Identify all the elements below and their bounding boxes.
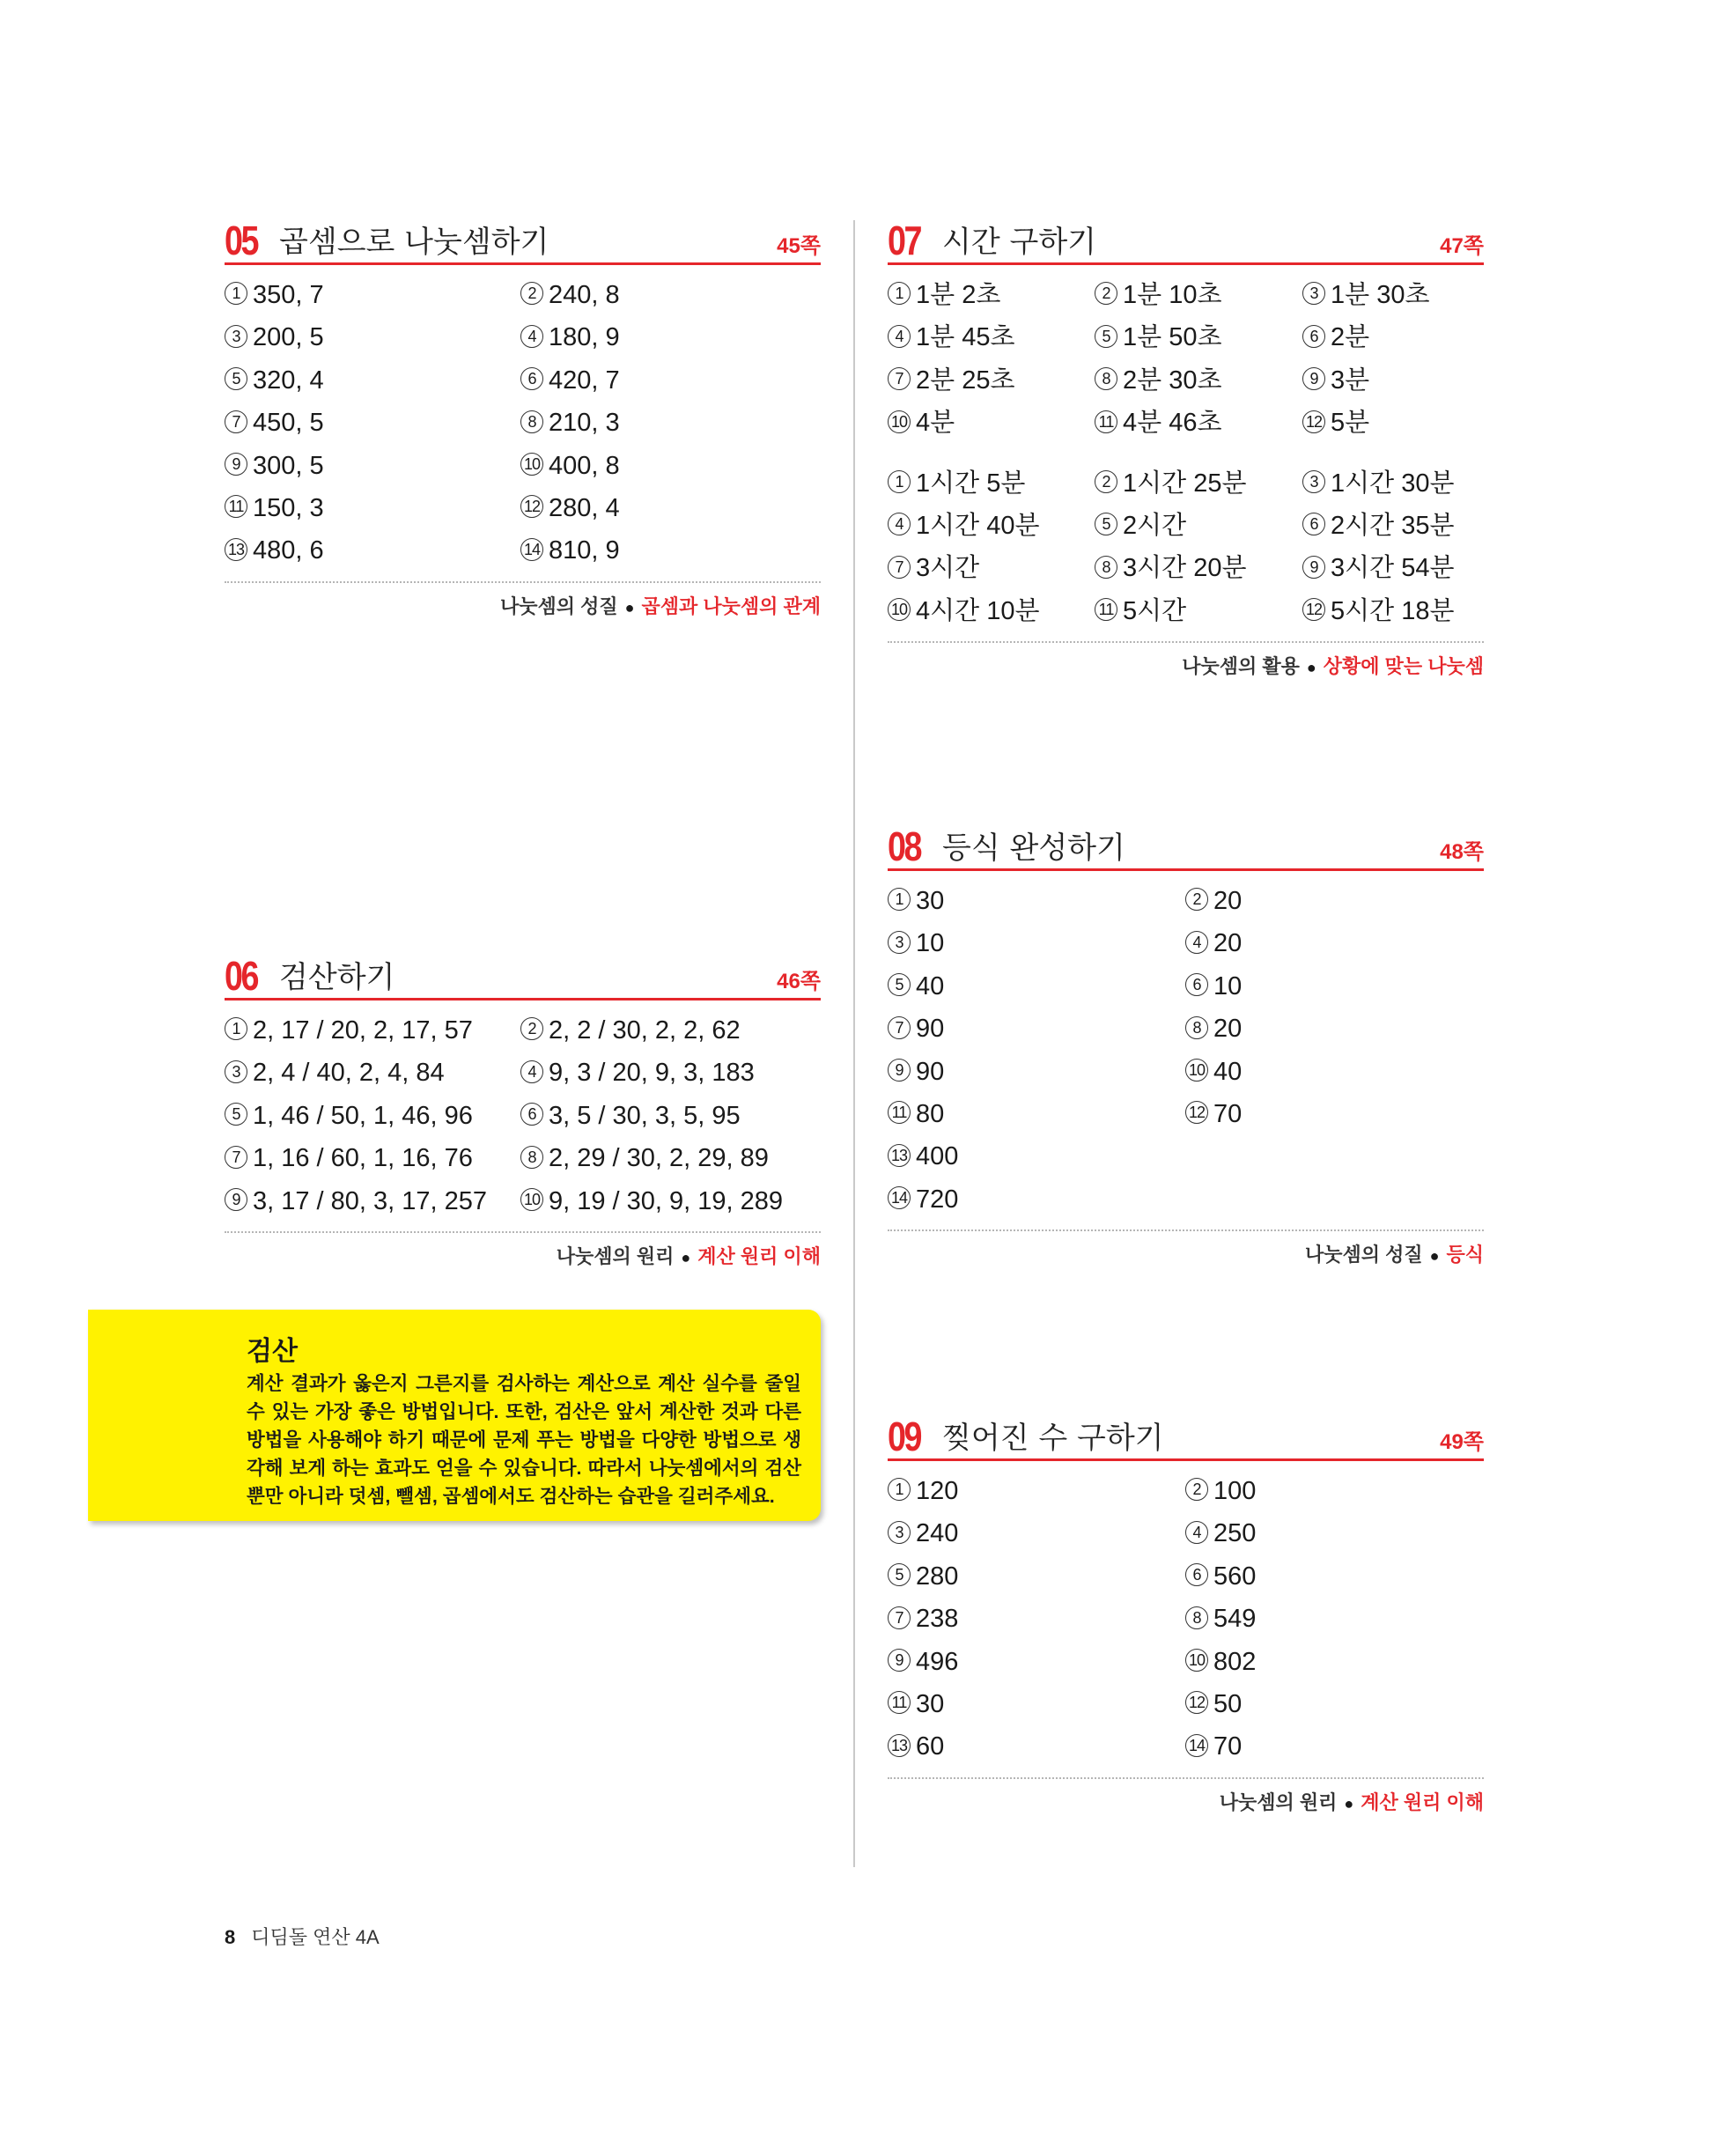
answer-item xyxy=(1185,1178,1483,1221)
answer-item xyxy=(520,1052,820,1094)
section-header xyxy=(225,220,821,265)
bullet-icon: ● xyxy=(624,598,635,617)
answer-item xyxy=(1095,462,1302,505)
answer-item xyxy=(1095,505,1302,547)
section-header xyxy=(888,1416,1484,1461)
problem-number: 3 xyxy=(225,1060,247,1083)
bullet-icon: ● xyxy=(1429,1247,1440,1266)
answer-item xyxy=(225,316,520,358)
answer-value: 150, 3 xyxy=(253,493,324,522)
problem-number: 7 xyxy=(888,1606,911,1629)
problem-number: 12 xyxy=(1185,1691,1208,1714)
answer-value: 30 xyxy=(916,1689,945,1718)
answer-value: 1시간 5분 xyxy=(916,469,1026,498)
dotted-divider xyxy=(888,1229,1484,1231)
answer-value: 2, 29 / 30, 2, 29, 89 xyxy=(549,1144,769,1173)
answer-value: 320, 4 xyxy=(253,365,324,395)
problem-number: 2 xyxy=(1185,1478,1208,1501)
answer-value: 420, 7 xyxy=(549,365,620,395)
problem-number: 8 xyxy=(1095,367,1117,390)
answer-item xyxy=(520,487,816,529)
answer-item xyxy=(888,590,1095,632)
problem-number: 1 xyxy=(888,1478,911,1501)
section-number: 07 xyxy=(888,218,921,263)
answer-item xyxy=(520,402,816,444)
answer-value: 810, 9 xyxy=(549,536,620,565)
answer-value: 4시간 10분 xyxy=(916,596,1040,625)
answer-value: 2시간 xyxy=(1123,511,1187,540)
dotted-divider xyxy=(225,1231,821,1233)
problem-number: 4 xyxy=(520,1060,543,1083)
tag-topic: 곱셈과 나눗셈의 관계 xyxy=(641,594,821,617)
answer-value: 120 xyxy=(916,1477,959,1505)
answer-value: 70 xyxy=(1213,1099,1243,1128)
problem-number: 1 xyxy=(225,1017,247,1040)
problem-number: 8 xyxy=(520,1146,543,1169)
problem-number: 12 xyxy=(1302,410,1325,433)
bullet-icon: ● xyxy=(681,1248,691,1266)
answer-item xyxy=(1095,274,1302,316)
answer-item xyxy=(1302,359,1484,402)
problem-number: 5 xyxy=(888,1563,911,1586)
problem-number: 6 xyxy=(1302,513,1325,535)
answer-item xyxy=(225,529,520,572)
answer-grid xyxy=(888,1470,1484,1768)
answer-value: 280 xyxy=(916,1562,959,1591)
problem-number: 3 xyxy=(1302,282,1325,305)
problem-number: 12 xyxy=(1302,598,1325,621)
problem-number: 4 xyxy=(888,325,911,348)
problem-number: 4 xyxy=(520,325,543,348)
page-reference: 48쪽 xyxy=(1440,840,1484,864)
problem-number: 4 xyxy=(888,513,911,535)
tag-label: 나눗셈의 성질 xyxy=(1304,1244,1423,1266)
tag-label: 나눗셈의 활용 xyxy=(1182,655,1300,678)
answer-value: 40 xyxy=(916,971,945,1000)
answer-value: 2, 2 / 30, 2, 2, 62 xyxy=(549,1016,741,1045)
answer-grid xyxy=(225,274,821,572)
problem-number: 11 xyxy=(888,1691,911,1714)
answer-value: 90 xyxy=(916,1057,945,1086)
problem-number: 13 xyxy=(888,1734,911,1757)
answer-item xyxy=(225,1052,520,1094)
answer-item xyxy=(520,1009,820,1052)
answer-item xyxy=(888,505,1095,547)
answer-item xyxy=(225,1180,520,1222)
answer-grid xyxy=(888,462,1484,633)
answer-item xyxy=(1185,1641,1483,1683)
answer-value: 4분 xyxy=(916,409,955,438)
answer-value: 10 xyxy=(916,929,945,958)
answer-value: 1분 50초 xyxy=(1123,323,1222,352)
problem-number: 6 xyxy=(1302,325,1325,348)
problem-number: 10 xyxy=(888,598,911,621)
problem-number: 7 xyxy=(888,367,911,390)
answer-item xyxy=(888,462,1095,505)
problem-number: 8 xyxy=(520,410,543,433)
answer-item xyxy=(1185,1725,1483,1768)
problem-number: 10 xyxy=(1185,1059,1208,1082)
problem-number: 5 xyxy=(1095,513,1117,535)
bullet-icon: ● xyxy=(1344,1794,1354,1813)
problem-number: 10 xyxy=(1185,1649,1208,1672)
problem-number: 6 xyxy=(1185,1563,1208,1586)
answer-item xyxy=(1095,402,1302,444)
problem-number: 12 xyxy=(1185,1101,1208,1124)
answer-value: 20 xyxy=(1213,1015,1243,1044)
answer-value: 100 xyxy=(1213,1477,1257,1505)
column-divider xyxy=(853,220,855,1867)
section-header xyxy=(225,953,821,1000)
page-reference: 45쪽 xyxy=(777,234,821,258)
section-08 xyxy=(888,823,1484,1267)
answer-item xyxy=(888,1135,1185,1178)
answer-value: 240, 8 xyxy=(549,281,620,309)
answer-item xyxy=(1185,1598,1483,1640)
section-number: 06 xyxy=(225,953,258,999)
answer-value: 5분 xyxy=(1331,409,1370,438)
answer-value: 5시간 xyxy=(1123,596,1187,625)
answer-item xyxy=(225,1137,520,1179)
answer-item xyxy=(520,1180,820,1222)
problem-number: 6 xyxy=(520,1103,543,1126)
answer-item xyxy=(1302,590,1484,632)
answer-item xyxy=(888,359,1095,402)
answer-item xyxy=(888,1725,1185,1768)
tip-body: 계산 결과가 옳은지 그른지를 검사하는 계산으로 계산 실수를 줄일 수 있는 가장 좋은 방법입니다. 또한, 검산은 앞서 계산한 것과 다른 방법을 사용해야 하기 때문에 문제 푸는 방법을 다양한 방법으로 생각해 보게 하는 효과도 얻을 수 있습니다. 따라서 나눗셈에서의 검산 뿐만 아니라 덧셈, 뺄셈, 곱셈에서도 검산하는 습관을 길러주세요. xyxy=(247,1373,801,1507)
problem-number: 7 xyxy=(225,1146,247,1169)
answer-grid xyxy=(225,1009,821,1222)
answer-item xyxy=(888,1051,1185,1093)
answer-item xyxy=(520,1095,820,1137)
answer-item xyxy=(1185,1051,1483,1093)
problem-number: 2 xyxy=(1095,282,1117,305)
dotted-divider xyxy=(888,641,1484,643)
answer-item xyxy=(888,880,1185,922)
section-tag xyxy=(225,592,821,619)
answer-item xyxy=(1185,965,1483,1008)
answer-value: 1분 30초 xyxy=(1331,281,1430,309)
answer-value: 5시간 18분 xyxy=(1331,596,1455,625)
answer-value: 450, 5 xyxy=(253,409,324,438)
tip-box xyxy=(88,1310,821,1521)
answer-value: 280, 4 xyxy=(549,493,620,522)
page-reference: 46쪽 xyxy=(777,970,821,993)
answer-item xyxy=(1185,1470,1483,1512)
answer-value: 10 xyxy=(1213,971,1243,1000)
problem-number: 7 xyxy=(888,556,911,579)
answer-value: 40 xyxy=(1213,1057,1243,1086)
section-09 xyxy=(888,1416,1484,1815)
answer-value: 1시간 25분 xyxy=(1123,469,1247,498)
problem-number: 5 xyxy=(1095,325,1117,348)
section-06 xyxy=(225,953,821,1269)
problem-number: 10 xyxy=(888,410,911,433)
problem-number: 14 xyxy=(1185,1734,1208,1757)
problem-number: 3 xyxy=(225,325,247,348)
answer-item xyxy=(1185,1555,1483,1598)
answer-value: 1, 46 / 50, 1, 46, 96 xyxy=(253,1101,473,1130)
answer-item xyxy=(1185,1683,1483,1725)
section-header xyxy=(888,823,1484,871)
tag-label: 나눗셈의 원리 xyxy=(556,1244,675,1267)
answer-value: 2시간 35분 xyxy=(1331,511,1455,540)
answer-value: 3분 xyxy=(1331,365,1370,395)
answer-value: 2분 25초 xyxy=(916,365,1015,395)
problem-number: 2 xyxy=(520,282,543,305)
section-tag xyxy=(888,1240,1484,1267)
problem-number: 6 xyxy=(1185,973,1208,996)
answer-grid xyxy=(888,274,1484,445)
answer-item xyxy=(888,1683,1185,1725)
answer-value: 9, 3 / 20, 9, 3, 183 xyxy=(549,1059,755,1088)
problem-number: 2 xyxy=(1095,470,1117,493)
answer-item xyxy=(888,316,1095,358)
answer-value: 60 xyxy=(916,1732,945,1761)
section-title: 찢어진 수 구하기 xyxy=(942,1421,1164,1456)
answer-item xyxy=(888,1598,1185,1640)
answer-value: 3, 5 / 30, 3, 5, 95 xyxy=(549,1101,741,1130)
answer-item xyxy=(1185,1512,1483,1554)
problem-number: 7 xyxy=(225,410,247,433)
answer-item xyxy=(520,445,816,487)
problem-number: 13 xyxy=(225,538,247,561)
problem-number: 13 xyxy=(888,1144,911,1167)
answer-item xyxy=(1095,359,1302,402)
section-number: 05 xyxy=(225,218,258,263)
answer-value: 1시간 40분 xyxy=(916,511,1040,540)
tag-topic: 등식 xyxy=(1446,1244,1484,1266)
problem-number: 9 xyxy=(225,453,247,476)
section-title: 곱셈으로 나눗셈하기 xyxy=(279,225,549,260)
answer-item xyxy=(1185,1008,1483,1050)
answer-value: 3시간 xyxy=(916,554,980,583)
section-number: 08 xyxy=(888,823,921,869)
answer-item xyxy=(888,1641,1185,1683)
answer-value: 20 xyxy=(1213,887,1243,915)
problem-number: 10 xyxy=(520,453,543,476)
answer-item xyxy=(225,274,520,316)
answer-item xyxy=(1185,1135,1483,1178)
problem-number: 2 xyxy=(1185,888,1208,911)
section-header xyxy=(888,220,1484,265)
answer-value: 200, 5 xyxy=(253,323,324,352)
problem-number: 4 xyxy=(1185,931,1208,954)
answer-value: 400, 8 xyxy=(549,451,620,480)
answer-value: 3, 17 / 80, 3, 17, 257 xyxy=(253,1186,488,1215)
answer-item xyxy=(225,402,520,444)
answer-item xyxy=(888,402,1095,444)
answer-grid xyxy=(888,880,1484,1221)
answer-item xyxy=(888,1008,1185,1050)
answer-item xyxy=(1095,590,1302,632)
problem-number: 10 xyxy=(520,1188,543,1211)
answer-item xyxy=(888,1555,1185,1598)
problem-number: 8 xyxy=(1185,1016,1208,1039)
answer-item xyxy=(888,1470,1185,1512)
answer-item xyxy=(1302,547,1484,589)
problem-number: 5 xyxy=(888,973,911,996)
problem-number: 4 xyxy=(1185,1521,1208,1544)
answer-value: 90 xyxy=(916,1015,945,1044)
answer-item xyxy=(225,1009,520,1052)
answer-value: 9, 19 / 30, 9, 19, 289 xyxy=(549,1186,784,1215)
book-title: 디딤돌 연산 4A xyxy=(251,1926,380,1948)
answer-item xyxy=(225,1095,520,1137)
answer-item xyxy=(888,1178,1185,1221)
answer-value: 3시간 54분 xyxy=(1331,554,1455,583)
answer-value: 350, 7 xyxy=(253,281,324,309)
tag-topic: 계산 원리 이해 xyxy=(1361,1791,1484,1813)
answer-item xyxy=(520,1137,820,1179)
answer-item xyxy=(1185,1093,1483,1135)
problem-number: 14 xyxy=(888,1186,911,1209)
answer-item xyxy=(225,487,520,529)
bullet-icon: ● xyxy=(1306,659,1316,677)
tip-title: 검산 xyxy=(247,1337,298,1366)
answer-value: 30 xyxy=(916,887,945,915)
page-number: 8 xyxy=(225,1926,236,1948)
problem-number: 8 xyxy=(1185,1606,1208,1629)
answer-value: 1, 16 / 60, 1, 16, 76 xyxy=(253,1144,473,1173)
section-07 xyxy=(888,220,1484,679)
dotted-divider xyxy=(225,581,821,583)
tag-topic: 상황에 맞는 나눗셈 xyxy=(1323,655,1484,678)
problem-number: 2 xyxy=(520,1017,543,1040)
tag-label: 나눗셈의 성질 xyxy=(500,594,618,617)
answer-item xyxy=(1302,462,1484,505)
answer-value: 480, 6 xyxy=(253,536,324,565)
answer-item xyxy=(1302,402,1484,444)
answer-item xyxy=(225,445,520,487)
answer-item xyxy=(888,922,1185,964)
answer-value: 802 xyxy=(1213,1647,1257,1676)
answer-item xyxy=(1185,922,1483,964)
answer-value: 720 xyxy=(916,1185,959,1214)
answer-value: 240 xyxy=(916,1519,959,1548)
answer-item xyxy=(888,1093,1185,1135)
answer-value: 238 xyxy=(916,1605,959,1634)
answer-value: 180, 9 xyxy=(549,323,620,352)
answer-item xyxy=(1302,274,1484,316)
problem-number: 11 xyxy=(225,495,247,518)
section-tag xyxy=(888,1788,1484,1815)
answer-value: 2, 4 / 40, 2, 4, 84 xyxy=(253,1059,445,1088)
section-title: 등식 완성하기 xyxy=(942,831,1125,866)
answer-value: 1분 10초 xyxy=(1123,281,1222,309)
problem-number: 7 xyxy=(888,1016,911,1039)
answer-value: 400 xyxy=(916,1142,959,1171)
dotted-divider xyxy=(888,1777,1484,1779)
problem-number: 5 xyxy=(225,367,247,390)
section-title: 검산하기 xyxy=(279,960,395,995)
tag-label: 나눗셈의 원리 xyxy=(1219,1791,1338,1813)
page-reference: 49쪽 xyxy=(1440,1430,1484,1454)
problem-number: 5 xyxy=(225,1103,247,1126)
answer-value: 2분 30초 xyxy=(1123,365,1222,395)
answer-item xyxy=(1302,505,1484,547)
problem-number: 12 xyxy=(520,495,543,518)
page-reference: 47쪽 xyxy=(1440,234,1484,258)
answer-item xyxy=(888,274,1095,316)
answer-item xyxy=(1095,547,1302,589)
problem-number: 11 xyxy=(1095,410,1117,433)
section-number: 09 xyxy=(888,1414,921,1459)
answer-value: 210, 3 xyxy=(549,409,620,438)
problem-number: 9 xyxy=(225,1188,247,1211)
section-tag xyxy=(888,652,1484,679)
answer-item xyxy=(520,359,816,402)
problem-number: 9 xyxy=(1302,556,1325,579)
answer-value: 3시간 20분 xyxy=(1123,554,1247,583)
answer-value: 2분 xyxy=(1331,323,1370,352)
answer-item xyxy=(888,965,1185,1008)
answer-value: 4분 46초 xyxy=(1123,409,1222,438)
problem-number: 1 xyxy=(225,282,247,305)
answer-value: 70 xyxy=(1213,1732,1243,1761)
answer-value: 1분 45초 xyxy=(916,323,1015,352)
answer-item xyxy=(225,359,520,402)
problem-number: 6 xyxy=(520,367,543,390)
answer-value: 50 xyxy=(1213,1689,1243,1718)
section-tag xyxy=(225,1242,821,1269)
problem-number: 1 xyxy=(888,470,911,493)
answer-item xyxy=(888,547,1095,589)
answer-value: 250 xyxy=(1213,1519,1257,1548)
answer-item xyxy=(1185,880,1483,922)
answer-value: 20 xyxy=(1213,929,1243,958)
group-gap xyxy=(888,445,1484,462)
answer-value: 80 xyxy=(916,1099,945,1128)
problem-number: 3 xyxy=(1302,470,1325,493)
problem-number: 11 xyxy=(1095,598,1117,621)
section-05 xyxy=(225,220,821,619)
answer-item xyxy=(520,529,816,572)
section-title: 시간 구하기 xyxy=(942,225,1097,260)
answer-item xyxy=(520,274,816,316)
problem-number: 1 xyxy=(888,888,911,911)
answer-item xyxy=(888,1512,1185,1554)
problem-number: 9 xyxy=(888,1059,911,1082)
answer-value: 549 xyxy=(1213,1605,1257,1634)
answer-value: 1시간 30분 xyxy=(1331,469,1455,498)
answer-value: 560 xyxy=(1213,1562,1257,1591)
problem-number: 3 xyxy=(888,1521,911,1544)
problem-number: 8 xyxy=(1095,556,1117,579)
problem-number: 3 xyxy=(888,931,911,954)
tag-topic: 계산 원리 이해 xyxy=(697,1244,821,1267)
answer-value: 496 xyxy=(916,1647,959,1676)
answer-item xyxy=(520,316,816,358)
problem-number: 1 xyxy=(888,282,911,305)
answer-item xyxy=(1302,316,1484,358)
answer-value: 300, 5 xyxy=(253,451,324,480)
page-footer xyxy=(225,1923,380,1950)
answer-value: 2, 17 / 20, 2, 17, 57 xyxy=(253,1016,473,1045)
problem-number: 14 xyxy=(520,538,543,561)
answer-value: 1분 2초 xyxy=(916,281,1001,309)
problem-number: 9 xyxy=(888,1649,911,1672)
problem-number: 9 xyxy=(1302,367,1325,390)
problem-number: 11 xyxy=(888,1101,911,1124)
answer-item xyxy=(1095,316,1302,358)
